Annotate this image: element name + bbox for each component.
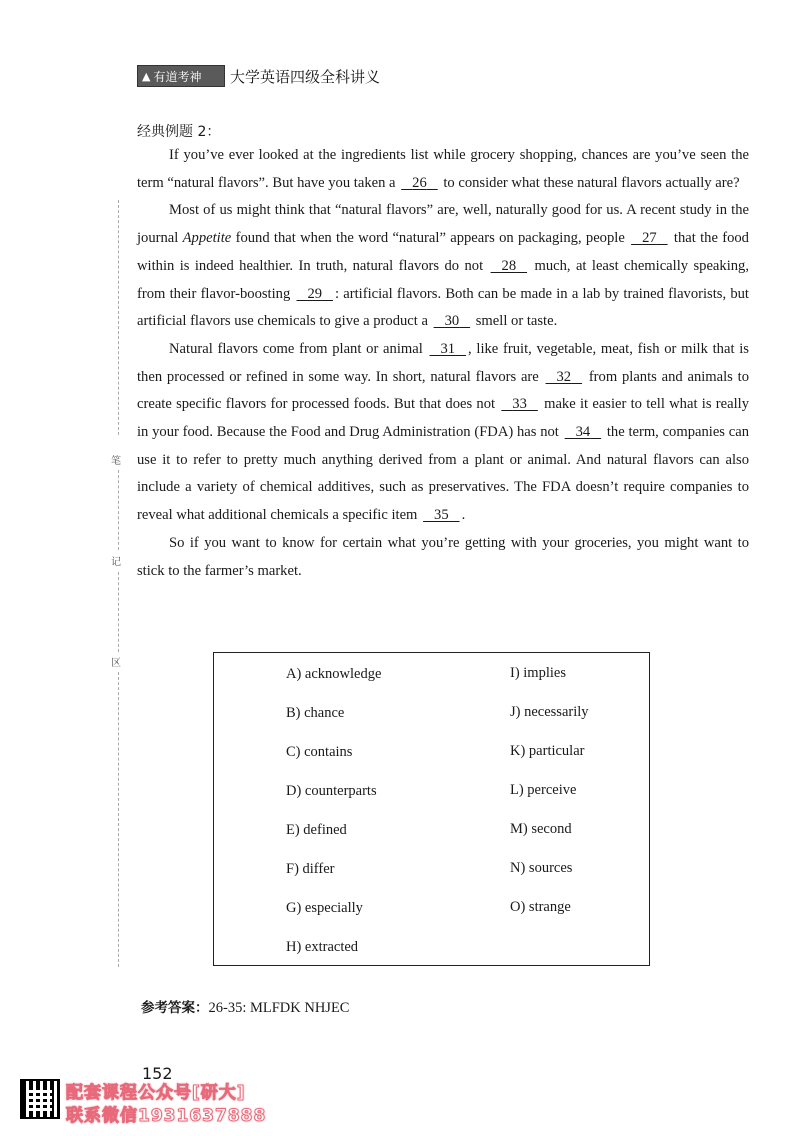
option-item: A) acknowledge (286, 666, 382, 682)
option-item: H) extracted (286, 939, 359, 955)
option-item: I) implies (510, 665, 566, 681)
passage-text: Most of us might think that “natural flavors” are, well, naturally good for us. A recent study in the journal (137, 202, 749, 247)
answer-label: 参考答案： (141, 1000, 209, 1016)
passage-text: Natural flavors come from plant or animal (169, 340, 428, 357)
logo-mark-icon: ▲ (142, 69, 151, 83)
passage-text: the term, companies can use it to refer to pretty much anything derived from a plant or animal. And natural flavors can also include a variety of chemical additives, such as preservatives. The FDA doesn’t require companies to reveal what additional chemicals a specific item (137, 424, 749, 524)
option-item: J) necessarily (510, 704, 589, 720)
margin-note-char: 区 (111, 658, 121, 669)
passage-text: found that when the word “natural” appears on packaging, people (231, 230, 630, 247)
section-label: 经典例题 2： (137, 124, 221, 140)
promo-line: 配套课程公众号[研大] (66, 1083, 246, 1103)
passage-text: . (461, 507, 466, 524)
blank-33: 33 (512, 396, 527, 413)
blank-29: 29 (307, 285, 323, 302)
option-item: N) sources (510, 860, 573, 876)
answer-value: 26-35: MLFDK NHJEC (208, 1000, 350, 1016)
option-item: O) strange (510, 899, 571, 915)
paragraph-4: So if you want to know for certain what you’re getting with your groceries, you might want to stick to the farmer’s market. (137, 534, 749, 579)
margin-note-char: 记 (111, 557, 121, 568)
qr-code-icon (20, 1079, 60, 1119)
journal-name: Appetite (182, 230, 232, 247)
blank-35: 35 (434, 507, 449, 524)
option-item: B) chance (286, 705, 345, 721)
option-item: F) differ (286, 861, 335, 877)
publisher-logo (137, 65, 225, 87)
passage-text: from plants and animals to create specific flavors for processed foods. But that does not (137, 368, 749, 413)
logo-text: 有道考神 (153, 69, 202, 84)
option-item: E) defined (286, 822, 347, 838)
option-item: D) counterparts (286, 783, 377, 799)
blank-34: 34 (575, 424, 591, 441)
book-title: 大学英语四级全科讲义 (230, 67, 381, 86)
margin-divider (118, 672, 119, 967)
passage-text: that the food within is indeed healthier. In truth, natural flavors do not (137, 230, 749, 274)
option-item: C) contains (286, 744, 353, 760)
paragraph-1 (137, 142, 749, 197)
blank-32: 32 (556, 368, 572, 385)
promo-line: 联系微信1931637888 (66, 1106, 267, 1126)
option-item: K) particular (510, 743, 585, 759)
paragraph-3 (137, 336, 749, 530)
passage-text: : artificial flavors. Both can be made in a lab by trained flavorists, but artificial flavors use chemicals to give a product a (137, 285, 749, 330)
blank-30: 30 (444, 313, 460, 330)
margin-divider (118, 470, 119, 550)
word-bank (213, 652, 650, 966)
option-item: M) second (510, 821, 572, 837)
passage-text: If you’ve ever looked at the ingredients list while grocery shopping, chances are you’ve seen the term “natural flavors”. But have you taken a (137, 147, 749, 191)
page-header (137, 64, 380, 88)
margin-divider (118, 200, 119, 435)
margin-note-char: 笔 (111, 456, 121, 467)
answer-key (141, 996, 349, 1017)
blank-26: 26 (412, 174, 427, 191)
paragraph-2 (137, 197, 749, 336)
blank-28: 28 (501, 257, 517, 274)
option-item: L) perceive (510, 782, 577, 798)
passage (137, 142, 749, 585)
blank-27: 27 (642, 230, 657, 247)
option-item: G) especially (286, 900, 363, 916)
blank-31: 31 (440, 340, 456, 357)
margin-divider (118, 572, 119, 652)
passage-text: to consider what these natural flavors actually are? (439, 174, 740, 191)
passage-text: smell or taste. (472, 313, 558, 330)
passage-text: , like fruit, vegetable, meat, fish or milk that is then processed or refined in some way. In short, natural flavors are (137, 340, 749, 385)
passage-text: make it easier to tell what is really in your food. Because the Food and Drug Administration (FDA) has not (137, 396, 749, 441)
page-number: 152 (142, 1064, 173, 1083)
passage-text: much, at least chemically speaking, from their flavor-boosting (137, 257, 749, 302)
